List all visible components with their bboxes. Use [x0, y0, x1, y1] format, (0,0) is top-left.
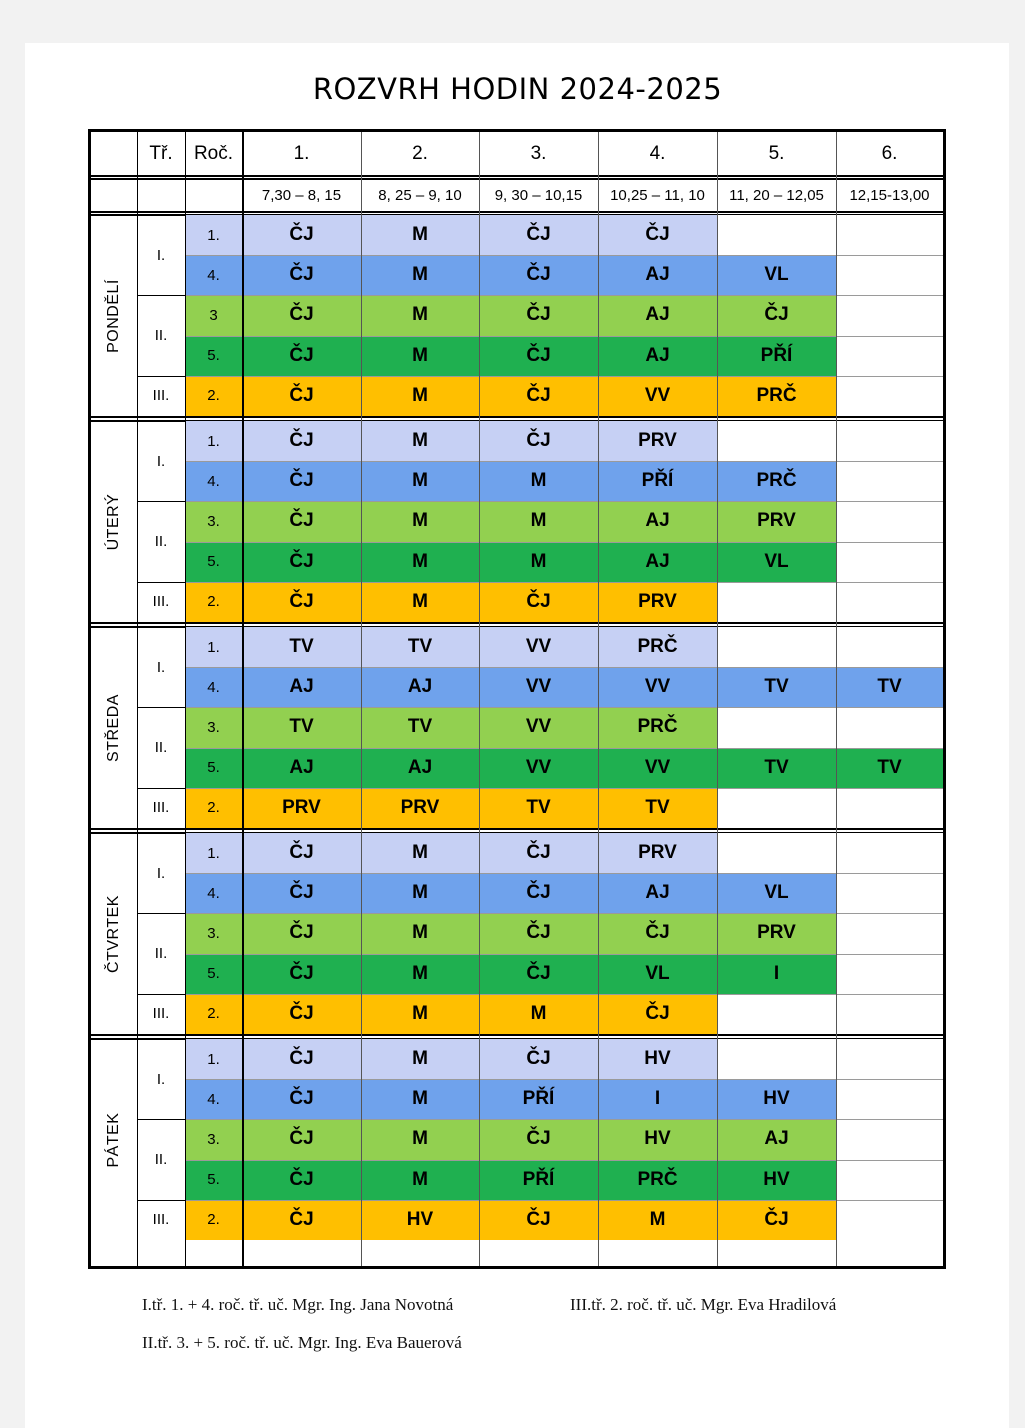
row-line: [185, 1160, 943, 1161]
year-cell: 3.: [185, 501, 242, 541]
subject-cell: ČJ: [242, 1039, 361, 1079]
class-label: I.: [156, 452, 166, 470]
footer-class-2: II.tř. 3. + 5. roč. tř. uč. Mgr. Ing. Eva Bauerová: [142, 1333, 462, 1352]
subject-cell: ČJ: [479, 255, 598, 295]
subject-cell: I: [717, 954, 836, 994]
subject-cell: [836, 1079, 943, 1119]
subject-cell: M: [479, 461, 598, 501]
subject-cell: ČJ: [479, 913, 598, 953]
row-line: [185, 667, 943, 668]
year-cell: 3.: [185, 707, 242, 747]
subject-cell: ČJ: [479, 421, 598, 461]
subject-cell: TV: [479, 788, 598, 828]
subject-cell: [836, 215, 943, 255]
page-title: ROZVRH HODIN 2024-2025: [312, 72, 723, 106]
class-label: II.: [154, 327, 168, 345]
header-lesson-2: 2.: [412, 142, 428, 164]
subject-cell: [717, 582, 836, 622]
subject-cell: AJ: [717, 1119, 836, 1159]
subject-cell: M: [361, 542, 479, 582]
subject-cell: AJ: [598, 542, 717, 582]
subject-cell: VL: [598, 954, 717, 994]
subject-cell: ČJ: [479, 833, 598, 873]
subject-cell: TV: [242, 707, 361, 747]
subject-cell: TV: [361, 707, 479, 747]
subject-cell: PRV: [598, 582, 717, 622]
subject-cell: ČJ: [242, 255, 361, 295]
subject-cell: [836, 295, 943, 335]
row-line: [185, 376, 943, 377]
subject-cell: PŘÍ: [479, 1160, 598, 1200]
subject-cell: M: [361, 255, 479, 295]
subject-cell: M: [361, 1079, 479, 1119]
subject-cell: [717, 627, 836, 667]
year-cell: 4.: [185, 1079, 242, 1119]
subject-cell: PRČ: [598, 627, 717, 667]
subject-cell: [836, 833, 943, 873]
column-line: [598, 132, 599, 1266]
subject-cell: [836, 501, 943, 541]
column-line: [137, 132, 138, 1266]
subject-cell: VV: [479, 707, 598, 747]
class-label: I.: [156, 1070, 166, 1088]
subject-cell: [836, 542, 943, 582]
subject-cell: M: [598, 1200, 717, 1240]
subject-cell: PRV: [598, 833, 717, 873]
subject-cell: AJ: [242, 667, 361, 707]
row-line: [185, 1119, 943, 1120]
subject-cell: I: [598, 1079, 717, 1119]
day-label: PÁTEK: [105, 1112, 122, 1167]
year-cell: 2.: [185, 788, 242, 828]
class-label: II.: [154, 739, 168, 757]
subject-cell: ČJ: [242, 461, 361, 501]
subject-cell: ČJ: [242, 501, 361, 541]
year-cell: 2.: [185, 1200, 242, 1240]
class-label: III.: [152, 1211, 170, 1229]
row-line: [185, 788, 943, 789]
class-label: I.: [156, 246, 166, 264]
row-line: [137, 788, 185, 789]
subject-cell: [717, 707, 836, 747]
year-cell: 3: [185, 295, 242, 335]
class-label: I.: [156, 864, 166, 882]
header-time-3: 9, 30 – 10,15: [494, 186, 583, 204]
subject-cell: TV: [361, 627, 479, 667]
subject-cell: ČJ: [242, 295, 361, 335]
row-line: [185, 954, 943, 955]
subject-cell: VV: [598, 748, 717, 788]
year-cell: 1.: [185, 215, 242, 255]
year-cell: 4.: [185, 255, 242, 295]
header-time-5: 11, 20 – 12,05: [729, 186, 824, 204]
day-label: PONDĚLÍ: [105, 278, 122, 353]
subject-cell: PRV: [717, 501, 836, 541]
year-cell: 3.: [185, 1119, 242, 1159]
class-label: III.: [152, 593, 170, 611]
row-line: [137, 913, 185, 914]
subject-cell: HV: [717, 1160, 836, 1200]
subject-cell: HV: [598, 1039, 717, 1079]
subject-cell: ČJ: [242, 215, 361, 255]
header-lesson-3: 3.: [530, 142, 547, 164]
class-label: II.: [154, 533, 168, 551]
row-line: [185, 542, 943, 543]
header-divider: [91, 175, 943, 177]
subject-cell: TV: [836, 667, 943, 707]
subject-cell: ČJ: [479, 873, 598, 913]
subject-cell: M: [361, 582, 479, 622]
subject-cell: [717, 215, 836, 255]
subject-cell: VV: [598, 376, 717, 416]
subject-cell: PRV: [598, 421, 717, 461]
row-line: [185, 748, 943, 749]
subject-cell: VL: [717, 873, 836, 913]
subject-cell: VL: [717, 542, 836, 582]
subject-cell: PRV: [717, 913, 836, 953]
column-line: [185, 132, 186, 1266]
year-cell: 4.: [185, 667, 242, 707]
subject-cell: M: [361, 913, 479, 953]
day-label: ÚTERÝ: [105, 493, 122, 550]
header-lesson-6: 6.: [881, 142, 898, 164]
subject-cell: PRČ: [717, 461, 836, 501]
subject-cell: ČJ: [479, 1119, 598, 1159]
class-label: III.: [152, 1005, 170, 1023]
class-label: II.: [154, 1151, 168, 1169]
footer-class-1: I.tř. 1. + 4. roč. tř. uč. Mgr. Ing. Jana Novotná: [142, 1295, 454, 1314]
subject-cell: [836, 1200, 943, 1240]
subject-cell: PRČ: [598, 1160, 717, 1200]
year-cell: 2.: [185, 994, 242, 1034]
footer-class-3: III.tř. 2. roč. tř. uč. Mgr. Eva Hradilová: [570, 1295, 837, 1314]
row-line: [137, 1200, 185, 1201]
subject-cell: [717, 994, 836, 1034]
subject-cell: [836, 627, 943, 667]
class-label: III.: [152, 387, 170, 405]
subject-cell: M: [361, 833, 479, 873]
year-cell: 1.: [185, 833, 242, 873]
subject-cell: M: [361, 501, 479, 541]
subject-cell: TV: [242, 627, 361, 667]
subject-cell: ČJ: [479, 1039, 598, 1079]
row-line: [137, 376, 185, 377]
row-line: [185, 994, 943, 995]
subject-cell: M: [479, 542, 598, 582]
column-line: [242, 132, 244, 1266]
year-cell: 5.: [185, 1160, 242, 1200]
subject-cell: ČJ: [717, 1200, 836, 1240]
year-cell: 4.: [185, 873, 242, 913]
row-line: [185, 295, 943, 296]
subject-cell: TV: [717, 748, 836, 788]
day-divider: [91, 828, 943, 830]
subject-cell: HV: [717, 1079, 836, 1119]
subject-cell: AJ: [598, 336, 717, 376]
column-line: [717, 132, 718, 1266]
row-line: [185, 1079, 943, 1080]
subject-cell: ČJ: [242, 336, 361, 376]
subject-cell: AJ: [598, 255, 717, 295]
subject-cell: ČJ: [242, 582, 361, 622]
subject-cell: M: [361, 421, 479, 461]
row-line: [137, 707, 185, 708]
subject-cell: PRV: [361, 788, 479, 828]
header-time-2: 8, 25 – 9, 10: [378, 186, 462, 204]
subject-cell: [836, 421, 943, 461]
year-cell: 2.: [185, 376, 242, 416]
subject-cell: M: [361, 873, 479, 913]
subject-cell: ČJ: [479, 1200, 598, 1240]
subject-cell: AJ: [361, 667, 479, 707]
subject-cell: HV: [361, 1200, 479, 1240]
header-divider: [91, 211, 943, 213]
row-line: [185, 582, 943, 583]
subject-cell: [717, 788, 836, 828]
subject-cell: M: [361, 336, 479, 376]
subject-cell: M: [361, 1039, 479, 1079]
timetable: [88, 129, 946, 1269]
row-line: [137, 1119, 185, 1120]
subject-cell: PŘÍ: [717, 336, 836, 376]
subject-cell: M: [361, 1119, 479, 1159]
subject-cell: [836, 913, 943, 953]
row-line: [185, 461, 943, 462]
subject-cell: ČJ: [242, 913, 361, 953]
day-divider: [91, 1034, 943, 1036]
header-time-6: 12,15-13,00: [849, 186, 930, 204]
subject-cell: ČJ: [479, 215, 598, 255]
subject-cell: TV: [598, 788, 717, 828]
year-cell: 1.: [185, 1039, 242, 1079]
subject-cell: ČJ: [242, 994, 361, 1034]
subject-cell: PŘÍ: [598, 461, 717, 501]
row-line: [137, 295, 185, 296]
subject-cell: M: [361, 461, 479, 501]
subject-cell: [836, 707, 943, 747]
day-label: STŘEDA: [105, 693, 122, 762]
subject-cell: ČJ: [598, 913, 717, 953]
subject-cell: ČJ: [242, 833, 361, 873]
subject-cell: ČJ: [242, 873, 361, 913]
header-time-4: 10,25 – 11, 10: [610, 186, 705, 204]
year-cell: 3.: [185, 913, 242, 953]
header-time-1: 7,30 – 8, 15: [261, 186, 342, 204]
subject-cell: [836, 954, 943, 994]
subject-cell: [836, 873, 943, 913]
subject-cell: ČJ: [242, 954, 361, 994]
subject-cell: AJ: [598, 501, 717, 541]
subject-cell: ČJ: [242, 542, 361, 582]
subject-cell: [836, 376, 943, 416]
subject-cell: PRČ: [717, 376, 836, 416]
subject-cell: ČJ: [598, 994, 717, 1034]
subject-cell: [836, 994, 943, 1034]
subject-cell: ČJ: [479, 954, 598, 994]
header-lesson-1: 1.: [293, 142, 310, 164]
row-line: [185, 501, 943, 502]
subject-cell: [717, 421, 836, 461]
column-line: [479, 132, 480, 1266]
row-line: [185, 873, 943, 874]
row-line: [137, 501, 185, 502]
row-line: [137, 582, 185, 583]
subject-cell: ČJ: [479, 376, 598, 416]
subject-cell: M: [479, 994, 598, 1034]
header-divider: [91, 178, 943, 180]
header-class: Tř.: [149, 142, 173, 164]
subject-cell: ČJ: [242, 376, 361, 416]
subject-cell: ČJ: [242, 1160, 361, 1200]
subject-cell: AJ: [598, 295, 717, 335]
subject-cell: M: [361, 215, 479, 255]
subject-cell: AJ: [242, 748, 361, 788]
subject-cell: [717, 833, 836, 873]
row-line: [185, 255, 943, 256]
subject-cell: M: [361, 1160, 479, 1200]
row-line: [185, 1200, 943, 1201]
subject-cell: ČJ: [717, 295, 836, 335]
subject-cell: HV: [598, 1119, 717, 1159]
subject-cell: [836, 336, 943, 376]
subject-cell: VV: [598, 667, 717, 707]
year-cell: 5.: [185, 542, 242, 582]
subject-cell: M: [361, 994, 479, 1034]
year-cell: 5.: [185, 954, 242, 994]
row-line: [185, 336, 943, 337]
subject-cell: TV: [717, 667, 836, 707]
subject-cell: AJ: [598, 873, 717, 913]
subject-cell: AJ: [361, 748, 479, 788]
subject-cell: [836, 1160, 943, 1200]
subject-cell: [836, 255, 943, 295]
subject-cell: [836, 788, 943, 828]
year-cell: 5.: [185, 748, 242, 788]
day-divider: [91, 416, 943, 418]
column-line: [836, 132, 837, 1266]
year-cell: 1.: [185, 421, 242, 461]
subject-cell: [836, 461, 943, 501]
year-cell: 1.: [185, 627, 242, 667]
subject-cell: M: [479, 501, 598, 541]
row-line: [137, 994, 185, 995]
subject-cell: VV: [479, 667, 598, 707]
subject-cell: [717, 1039, 836, 1079]
subject-cell: ČJ: [242, 1079, 361, 1119]
class-label: III.: [152, 799, 170, 817]
subject-cell: PRČ: [598, 707, 717, 747]
subject-cell: ČJ: [242, 1200, 361, 1240]
subject-cell: TV: [836, 748, 943, 788]
column-line: [361, 132, 362, 1266]
subject-cell: ČJ: [479, 582, 598, 622]
year-cell: 5.: [185, 336, 242, 376]
subject-cell: ČJ: [242, 421, 361, 461]
year-cell: 2.: [185, 582, 242, 622]
subject-cell: VV: [479, 748, 598, 788]
subject-cell: PRV: [242, 788, 361, 828]
subject-cell: ČJ: [479, 336, 598, 376]
subject-cell: [836, 1039, 943, 1079]
subject-cell: [836, 1119, 943, 1159]
subject-cell: VV: [479, 627, 598, 667]
row-line: [185, 707, 943, 708]
subject-cell: ČJ: [242, 1119, 361, 1159]
class-label: I.: [156, 658, 166, 676]
year-cell: 4.: [185, 461, 242, 501]
header-lesson-4: 4.: [649, 142, 666, 164]
header-lesson-5: 5.: [768, 142, 785, 164]
subject-cell: ČJ: [479, 295, 598, 335]
subject-cell: [836, 582, 943, 622]
header-year: Roč.: [193, 142, 234, 164]
subject-cell: M: [361, 295, 479, 335]
subject-cell: VL: [717, 255, 836, 295]
day-label: ČTVRTEK: [105, 894, 122, 973]
subject-cell: PŘÍ: [479, 1079, 598, 1119]
subject-cell: ČJ: [598, 215, 717, 255]
day-divider: [91, 622, 943, 624]
class-label: II.: [154, 945, 168, 963]
row-line: [185, 913, 943, 914]
subject-cell: M: [361, 376, 479, 416]
subject-cell: M: [361, 954, 479, 994]
